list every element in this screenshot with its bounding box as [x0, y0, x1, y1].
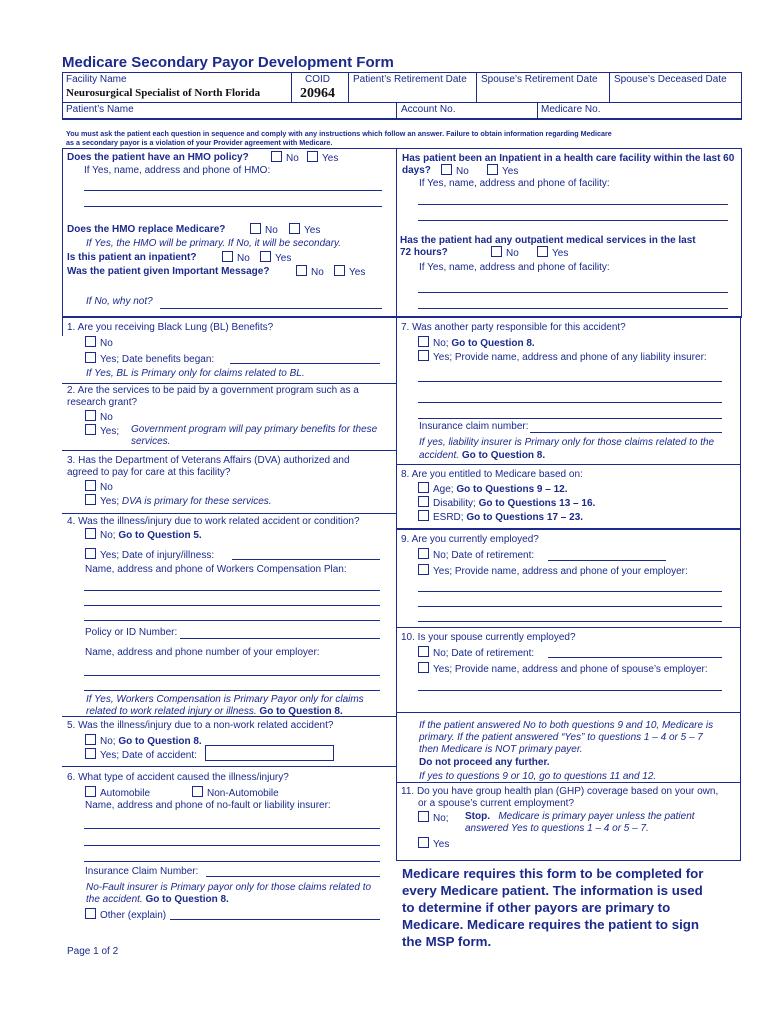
- important-message-no[interactable]: No: [296, 265, 324, 278]
- q4-wc-line-2[interactable]: [84, 605, 380, 606]
- q1-yes[interactable]: Yes; Date benefits began:: [85, 352, 214, 365]
- header-col5: [396, 102, 397, 118]
- medicare-no-label: Medicare No.: [541, 104, 601, 115]
- checkbox[interactable]: [418, 496, 429, 507]
- q8-disability-goto: Go to Questions 13 – 16.: [478, 498, 596, 509]
- q2-yes[interactable]: Yes;: [85, 424, 119, 437]
- q8-disability[interactable]: Disability; Go to Questions 13 – 16.: [418, 496, 595, 509]
- q3-no[interactable]: No: [85, 480, 113, 493]
- q4-no-goto: Go to Question 5.: [118, 530, 202, 541]
- q2-line-2: research grant?: [67, 397, 138, 408]
- q9-text: 9. Are you currently employed?: [401, 534, 539, 545]
- q7-yes[interactable]: Yes; Provide name, address and phone of any liability insurer:: [418, 350, 707, 363]
- q11-line-2: or a spouse’s current employment?: [418, 798, 575, 809]
- q2-note-1: Government program will pay primary benefits for these: [131, 424, 378, 435]
- q1-date-line[interactable]: [230, 363, 380, 364]
- big-message-line-2: every Medicare patient. The information is used: [402, 883, 703, 898]
- checkbox[interactable]: [85, 908, 96, 919]
- right-edge: [740, 316, 741, 861]
- hmo-replace-no[interactable]: No: [250, 223, 278, 236]
- q7-note-1: If yes, liability insurer is Primary only for those claims related to the: [419, 437, 715, 448]
- q5-yes[interactable]: Yes; Date of accident:: [85, 748, 197, 761]
- checkbox[interactable]: [85, 410, 96, 421]
- header-col3: [476, 72, 477, 102]
- q4-date-line[interactable]: [232, 559, 380, 560]
- header-col2: [348, 72, 349, 102]
- q11-stop-note-1: Medicare is primary payer unless the patient: [498, 811, 695, 822]
- q10-line-1[interactable]: [418, 690, 722, 691]
- checkbox[interactable]: [85, 734, 96, 745]
- checkbox[interactable]: [307, 151, 318, 162]
- q6-insurer-line-3[interactable]: [84, 861, 380, 862]
- checkbox[interactable]: [418, 482, 429, 493]
- q7-line-2[interactable]: [418, 402, 722, 403]
- q8-esrd[interactable]: ESRD; Go to Questions 17 – 23.: [418, 510, 583, 523]
- notice-line-2: as a secondary payor is a violation of your Provider agreement with Medicare.: [66, 138, 333, 147]
- section-divider: [62, 316, 741, 317]
- q7-note-goto: Go to Question 8.: [461, 450, 546, 461]
- checkbox[interactable]: [418, 564, 429, 575]
- q5-no[interactable]: No; Go to Question 8.: [85, 734, 202, 747]
- outpatient-followup: If Yes, name, address and phone of facility:: [419, 262, 610, 273]
- q4-no[interactable]: No; Go to Question 5.: [85, 528, 202, 541]
- form-title: Medicare Secondary Payor Development Form: [62, 54, 394, 71]
- q7-text: 7. Was another party responsible for this accident?: [401, 322, 626, 333]
- checkbox[interactable]: [85, 748, 96, 759]
- header-divider: [62, 102, 741, 103]
- q4-policy-label: Policy or ID Number:: [85, 627, 178, 638]
- checkbox[interactable]: [289, 223, 300, 234]
- patient-retirement-label: Patient’s Retirement Date: [353, 74, 467, 85]
- important-message-question: Was the patient given Important Message?: [67, 266, 270, 277]
- account-no-label: Account No.: [401, 104, 456, 115]
- checkbox[interactable]: [85, 548, 96, 559]
- q9-date-line[interactable]: [548, 560, 666, 561]
- checkbox[interactable]: [250, 223, 261, 234]
- q4-wc-line-3[interactable]: [84, 620, 380, 621]
- checkbox[interactable]: [537, 246, 548, 257]
- q3-yes[interactable]: Yes; DVA is primary for these services.: [85, 494, 272, 507]
- hmo-replace-yes[interactable]: Yes: [289, 223, 320, 236]
- hmo-question: Does the patient have an HMO policy?: [67, 152, 249, 163]
- checkbox[interactable]: [334, 265, 345, 276]
- checkbox[interactable]: [418, 548, 429, 559]
- coid-value[interactable]: 20964: [300, 86, 335, 101]
- q2-divider: [62, 450, 396, 451]
- q7-claim-line[interactable]: [530, 432, 722, 433]
- q5-divider: [62, 766, 396, 767]
- q4-employer-label: Name, address and phone number of your employer:: [85, 647, 320, 658]
- checkbox[interactable]: [491, 246, 502, 257]
- checkbox[interactable]: [222, 251, 233, 262]
- q7-no[interactable]: No; Go to Question 8.: [418, 336, 535, 349]
- hmo-no[interactable]: No: [271, 151, 299, 164]
- q4-policy-line[interactable]: [180, 638, 380, 639]
- q1-no[interactable]: No: [85, 336, 113, 349]
- big-message-line-1: Medicare requires this form to be completed for: [402, 866, 704, 881]
- notice-line-1: You must ask the patient each question in sequence and comply with any instructions which follow an answer. Failure to obtain information regarding Medicare: [66, 129, 612, 138]
- checkbox[interactable]: [418, 350, 429, 361]
- q8-text: 8. Are you entitled to Medicare based on:: [401, 469, 583, 480]
- outpatient-line-1: Has the patient had any outpatient medical services in the last: [400, 235, 696, 246]
- q9-no[interactable]: No; Date of retirement:: [418, 548, 534, 561]
- q4-employer-line-2[interactable]: [84, 690, 380, 691]
- note-910-line-1: If the patient answered No to both questions 9 and 10, Medicare is: [419, 720, 714, 731]
- checkbox[interactable]: [418, 510, 429, 521]
- q11-stop-note-2: answered Yes to questions 1 – 4 or 5 – 7.: [465, 823, 649, 834]
- hmo-line-1[interactable]: [84, 190, 382, 191]
- inpatient-60-followup: If Yes, name, address and phone of facility:: [419, 178, 610, 189]
- q4-employer-line-1[interactable]: [84, 675, 380, 676]
- hmo-replace-note: If Yes, the HMO will be primary. If No, it will be secondary.: [86, 238, 342, 249]
- q7-claim-label: Insurance claim number:: [419, 421, 529, 432]
- q6-other-line[interactable]: [170, 919, 380, 920]
- checkbox[interactable]: [418, 811, 429, 822]
- q5-text: 5. Was the illness/injury due to a non-work related accident?: [67, 720, 334, 731]
- q6-note-1: No-Fault insurer is Primary payor only for those claims related to: [86, 882, 372, 893]
- q1-text: 1. Are you receiving Black Lung (BL) Benefits?: [67, 322, 274, 333]
- outpatient-yes[interactable]: Yes: [537, 246, 568, 259]
- q7-note-2: accident. Go to Question 8.: [419, 450, 546, 461]
- q11-yes[interactable]: Yes: [418, 837, 449, 850]
- note-divider: [396, 782, 741, 783]
- q7-divider: [396, 464, 741, 465]
- inpatient-60-no[interactable]: No: [441, 164, 469, 177]
- hmo-replace-question: Does the HMO replace Medicare?: [67, 224, 226, 235]
- checkbox[interactable]: [260, 251, 271, 262]
- q4-note-2: related to work related injury or illness. Go to Question 8.: [86, 706, 343, 717]
- right-bottom: [396, 860, 741, 861]
- spouse-retirement-label: Spouse’s Retirement Date: [481, 74, 598, 85]
- header-col4: [609, 72, 610, 102]
- q10-date-line[interactable]: [548, 657, 722, 658]
- q2-line-1: 2. Are the services to be paid by a government program such as a: [67, 385, 359, 396]
- q4-wc-line-1[interactable]: [84, 590, 380, 591]
- q6-insurer-line-1[interactable]: [84, 828, 380, 829]
- q6-insurer-line-2[interactable]: [84, 845, 380, 846]
- checkbox[interactable]: [418, 837, 429, 848]
- q2-note-2: services.: [131, 436, 171, 447]
- q9-line-2[interactable]: [418, 606, 722, 607]
- inpatient-60-line-a[interactable]: [418, 204, 728, 205]
- inpatient-60-line-b[interactable]: [418, 220, 728, 221]
- inpatient-no[interactable]: No: [222, 251, 250, 264]
- facility-name-value[interactable]: Neurosurgical Specialist of North Florida: [66, 87, 261, 99]
- note-910-line-5: If yes to questions 9 or 10, go to questions 11 and 12.: [419, 771, 657, 782]
- important-message-yes[interactable]: Yes: [334, 265, 365, 278]
- medicare-requirement-message: [402, 865, 742, 950]
- q10-no[interactable]: No; Date of retirement:: [418, 646, 534, 659]
- hmo-line-2[interactable]: [84, 206, 382, 207]
- facility-name-label: Facility Name: [66, 74, 127, 85]
- q6-automobile[interactable]: Automobile: [85, 786, 150, 799]
- patient-name-label: Patient’s Name: [66, 104, 134, 115]
- q8-esrd-goto: Go to Questions 17 – 23.: [466, 512, 584, 523]
- checkbox[interactable]: [487, 164, 498, 175]
- q6-insurer-label: Name, address and phone of no-fault or liability insurer:: [85, 800, 331, 811]
- q8-age-goto: Go to Questions 9 – 12.: [456, 484, 568, 495]
- notice: [66, 129, 738, 147]
- note-910-line-2: primary. If the patient answered “Yes” to questions 1 – 4 or 5 – 7: [419, 732, 703, 743]
- outpatient-line-a[interactable]: [418, 292, 728, 293]
- q5-no-goto: Go to Question 8.: [118, 736, 202, 747]
- checkbox[interactable]: [85, 424, 96, 435]
- checkbox[interactable]: [85, 336, 96, 347]
- header-col6: [537, 102, 538, 118]
- header-col1: [291, 72, 292, 102]
- q9-line-3[interactable]: [418, 621, 722, 622]
- q8-divider: [396, 528, 741, 530]
- page-number: Page 1 of 2: [67, 946, 119, 957]
- hmo-yes[interactable]: Yes: [307, 151, 338, 164]
- q6-text: 6. What type of accident caused the illness/injury?: [67, 772, 289, 783]
- q6-claim-label: Insurance Claim Number:: [85, 866, 199, 877]
- q1-divider: [62, 383, 396, 384]
- outpatient-no[interactable]: No: [491, 246, 519, 259]
- q6-claim-line[interactable]: [206, 876, 380, 877]
- header-bottom: [62, 118, 741, 119]
- note-910-line-3: then Medicare is NOT primary payer.: [419, 744, 583, 755]
- big-message-line-3: to determine if other payors are primary to: [402, 900, 671, 915]
- checkbox[interactable]: [441, 164, 452, 175]
- q3-divider: [62, 513, 396, 514]
- outpatient-line-b[interactable]: [418, 308, 728, 309]
- q11-no[interactable]: No;: [418, 811, 449, 824]
- inpatient-60-line-1: Has patient been an Inpatient in a health care facility within the last 60: [402, 153, 735, 164]
- checkbox[interactable]: [85, 786, 96, 797]
- q7-no-goto: Go to Question 8.: [451, 338, 535, 349]
- inpatient-yes[interactable]: Yes: [260, 251, 291, 264]
- inpatient-60-line-2: days?: [402, 165, 431, 176]
- why-not-line[interactable]: [160, 308, 382, 309]
- q3-line-2: agreed to pay for care at this facility?: [67, 467, 231, 478]
- q9-line-1[interactable]: [418, 591, 722, 592]
- q8-age[interactable]: Age; Go to Questions 9 – 12.: [418, 482, 568, 495]
- big-message-line-4: Medicare. Medicare requires the patient to sign: [402, 917, 700, 932]
- q4-note-goto: Go to Question 8.: [259, 706, 343, 717]
- q1-note: If Yes, BL is Primary only for claims related to BL.: [86, 368, 305, 379]
- outpatient-line-2: 72 hours?: [400, 247, 448, 258]
- spouse-deceased-label: Spouse’s Deceased Date: [614, 74, 727, 85]
- checkbox[interactable]: [418, 646, 429, 657]
- checkbox[interactable]: [85, 494, 96, 505]
- inpatient-60-yes[interactable]: Yes: [487, 164, 518, 177]
- q10-text: 10. Is your spouse currently employed?: [401, 632, 576, 643]
- checkbox[interactable]: [418, 336, 429, 347]
- q11-line-1: 11. Do you have group health plan (GHP) coverage based on your own,: [401, 786, 719, 797]
- q7-line-1[interactable]: [418, 381, 722, 382]
- q4-text: 4. Was the illness/injury due to work related accident or condition?: [67, 516, 360, 527]
- q4-note-1: If Yes, Workers Compensation is Primary Payor only for claims: [86, 694, 364, 705]
- q4-wc-label: Name, address and phone of Workers Compensation Plan:: [85, 564, 347, 575]
- inpatient-question: Is this patient an inpatient?: [67, 252, 197, 263]
- q6-other[interactable]: Other (explain): [85, 908, 166, 921]
- q3-line-1: 3. Has the Department of Veterans Affairs (DVA) authorized and: [67, 455, 350, 466]
- checkbox[interactable]: [418, 662, 429, 673]
- q10-yes[interactable]: Yes; Provide name, address and phone of spouse’s employer:: [418, 662, 708, 675]
- q2-no[interactable]: No: [85, 410, 113, 423]
- note-910-stop: Do not proceed any further.: [419, 757, 550, 768]
- checkbox[interactable]: [271, 151, 282, 162]
- checkbox[interactable]: [192, 786, 203, 797]
- checkbox[interactable]: [85, 352, 96, 363]
- q7-line-3[interactable]: [418, 418, 722, 419]
- hmo-followup: If Yes, name, address and phone of HMO:: [84, 165, 271, 176]
- big-message-line-5: the MSP form.: [402, 934, 492, 949]
- q6-note-goto: Go to Question 8.: [145, 894, 229, 905]
- checkbox[interactable]: [296, 265, 307, 276]
- q6-note-2: the accident. Go to Question 8.: [86, 894, 229, 905]
- why-not-label: If No, why not?: [86, 296, 153, 307]
- q4-yes[interactable]: Yes; Date of injury/illness:: [85, 548, 214, 561]
- q10-divider: [396, 712, 741, 713]
- q11-stop: Stop. Medicare is primary payer unless the patient: [465, 811, 695, 822]
- left-edge: [62, 316, 63, 336]
- coid-label: COID: [305, 74, 330, 85]
- q9-divider: [396, 627, 741, 628]
- q6-non-automobile[interactable]: Non-Automobile: [192, 786, 279, 799]
- center-divider: [396, 148, 397, 860]
- checkbox[interactable]: [85, 528, 96, 539]
- q3-yes-note: DVA is primary for these services.: [121, 496, 272, 507]
- q5-date-input[interactable]: [205, 745, 334, 761]
- checkbox[interactable]: [85, 480, 96, 491]
- q9-yes[interactable]: Yes; Provide name, address and phone of your employer:: [418, 564, 688, 577]
